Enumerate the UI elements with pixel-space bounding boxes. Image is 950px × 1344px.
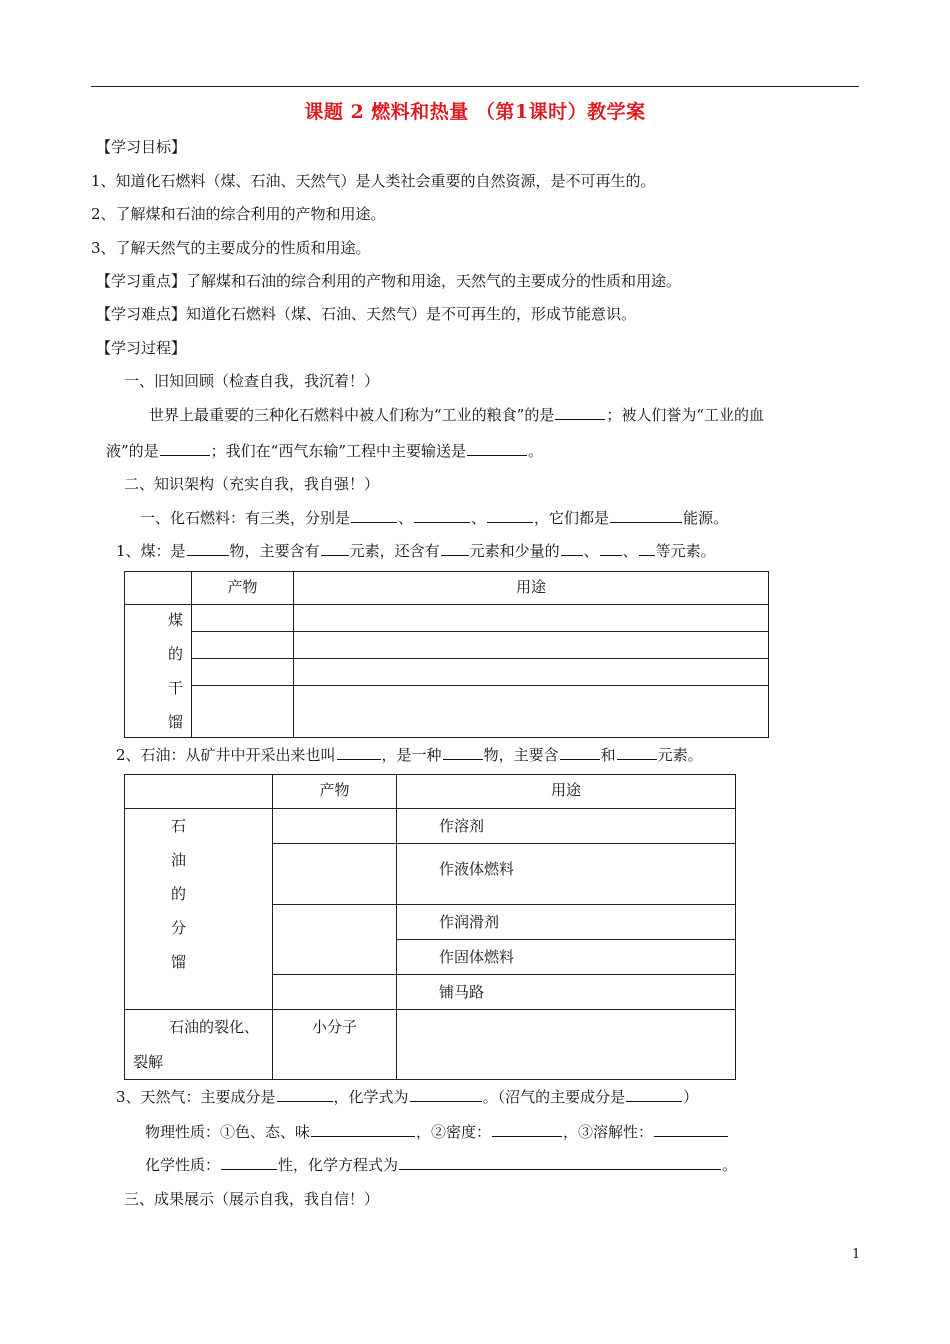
blank-field[interactable] bbox=[321, 541, 349, 556]
distill-product-cell[interactable] bbox=[273, 975, 397, 1010]
results-heading: 三、成果展示（展示自我，我自信！） bbox=[124, 1190, 380, 1208]
blank-field[interactable] bbox=[441, 541, 469, 556]
page-title: 课题 2 燃料和热量 （第1课时）教学案 bbox=[304, 101, 646, 123]
blank-field[interactable] bbox=[443, 745, 483, 760]
crack-product: 小分子 bbox=[273, 1010, 397, 1080]
blank-field[interactable] bbox=[337, 745, 381, 760]
distill-product-cell[interactable] bbox=[273, 844, 397, 905]
blank-field[interactable] bbox=[561, 541, 583, 556]
difficulty: 【学习难点】知道化石燃料（煤、石油、天然气）是不可再生的，形成节能意识。 bbox=[96, 305, 637, 323]
header-rule bbox=[91, 86, 859, 87]
distill-product-cell[interactable] bbox=[273, 905, 397, 975]
blank-field[interactable] bbox=[187, 541, 229, 556]
coal-header-product: 产物 bbox=[192, 572, 294, 605]
coal-use-cell[interactable] bbox=[294, 686, 769, 738]
page-number: 1 bbox=[852, 1247, 861, 1262]
fossil-fuels-line: 一、化石燃料：有三类，分别是 、 、 ，它们都是 能源。 bbox=[140, 509, 729, 527]
natural-gas-line: 3、天然气：主要成分是 ，化学式为 。（沼气的主要成分是 ） bbox=[116, 1088, 699, 1106]
coal-product-cell[interactable] bbox=[192, 632, 294, 659]
blank-field[interactable] bbox=[410, 1087, 482, 1102]
process-heading: 【学习过程】 bbox=[96, 339, 187, 357]
petroleum-header-product: 产物 bbox=[273, 775, 397, 809]
blank-field[interactable] bbox=[221, 1155, 277, 1170]
blank-field[interactable] bbox=[600, 541, 622, 556]
blank-field[interactable] bbox=[311, 1122, 415, 1137]
crack-use-cell[interactable] bbox=[397, 1010, 736, 1080]
blank-field[interactable] bbox=[467, 441, 527, 456]
use-solvent: 作溶剂 bbox=[397, 809, 736, 844]
review-line-1: 世界上最重要的三种化石燃料中被人们称为“工业的粮食”的是 ；被人们誉为“工业的血 bbox=[149, 406, 765, 424]
coal-use-cell[interactable] bbox=[294, 659, 769, 686]
blank-field[interactable] bbox=[639, 541, 655, 556]
coal-table bbox=[124, 571, 769, 738]
blank-field[interactable] bbox=[560, 745, 600, 760]
coal-line: 1、煤：是 物，主要含有 元素，还含有 元素和少量的 、 、 等元素。 bbox=[116, 542, 716, 560]
crack-row-label: 石油的裂化、 裂解 bbox=[125, 1010, 273, 1080]
key-point: 【学习重点】了解煤和石油的综合利用的产物和用途，天然气的主要成分的性质和用途。 bbox=[96, 272, 682, 290]
coal-row-label: 煤 的 干 馏 bbox=[125, 605, 192, 738]
blank-field[interactable] bbox=[555, 405, 605, 420]
coal-product-cell[interactable] bbox=[192, 659, 294, 686]
petroleum-table-corner bbox=[125, 775, 273, 809]
objective-1: 1、知道化石燃料（煤、石油、天然气）是人类社会重要的自然资源，是不可再生的。 bbox=[91, 172, 656, 190]
objective-2: 2、了解煤和石油的综合利用的产物和用途。 bbox=[91, 205, 386, 223]
physical-properties-line: 物理性质：①色、态、味 ，②密度： ，③溶解性： bbox=[145, 1122, 729, 1142]
coal-use-cell[interactable] bbox=[294, 632, 769, 659]
use-liquid-fuel: 作液体燃料 bbox=[397, 844, 736, 905]
blank-field[interactable] bbox=[277, 1087, 333, 1102]
chemical-properties-line: 化学性质： 性，化学方程式为 。 bbox=[145, 1156, 738, 1174]
blank-field[interactable] bbox=[414, 508, 470, 523]
objective-3: 3、了解天然气的主要成分的性质和用途。 bbox=[91, 239, 371, 257]
coal-product-cell[interactable] bbox=[192, 605, 294, 632]
blank-field[interactable] bbox=[399, 1155, 721, 1170]
objectives-heading: 【学习目标】 bbox=[96, 138, 187, 156]
blank-field[interactable] bbox=[160, 441, 210, 456]
distill-product-cell[interactable] bbox=[273, 809, 397, 844]
use-paving: 铺马路 bbox=[397, 975, 736, 1010]
coal-product-cell[interactable] bbox=[192, 686, 294, 738]
petroleum-header-use: 用途 bbox=[397, 775, 736, 809]
blank-field[interactable] bbox=[617, 745, 657, 760]
coal-header-use: 用途 bbox=[294, 572, 769, 605]
blank-field[interactable] bbox=[487, 508, 533, 523]
coal-table-corner bbox=[125, 572, 192, 605]
blank-field[interactable] bbox=[492, 1122, 562, 1137]
blank-field[interactable] bbox=[654, 1122, 728, 1137]
blank-field[interactable] bbox=[351, 508, 397, 523]
blank-field[interactable] bbox=[610, 508, 682, 523]
framework-heading: 二、知识架构（充实自我，我自强！） bbox=[124, 475, 380, 493]
blank-field[interactable] bbox=[626, 1087, 682, 1102]
petroleum-line: 2、石油：从矿井中开采出来也叫 ，是一种 物，主要含 和 元素。 bbox=[116, 746, 703, 764]
review-line-2: 液”的是 ；我们在“西气东输”工程中主要输送是 。 bbox=[106, 442, 544, 460]
distill-row-label: 石 油 的 分 馏 bbox=[125, 809, 273, 1010]
coal-use-cell[interactable] bbox=[294, 605, 769, 632]
petroleum-table bbox=[124, 774, 736, 1080]
use-lubricant: 作润滑剂 bbox=[397, 905, 736, 940]
review-heading: 一、旧知回顾（检查自我，我沉着！） bbox=[124, 372, 380, 390]
use-solid-fuel: 作固体燃料 bbox=[397, 940, 736, 975]
